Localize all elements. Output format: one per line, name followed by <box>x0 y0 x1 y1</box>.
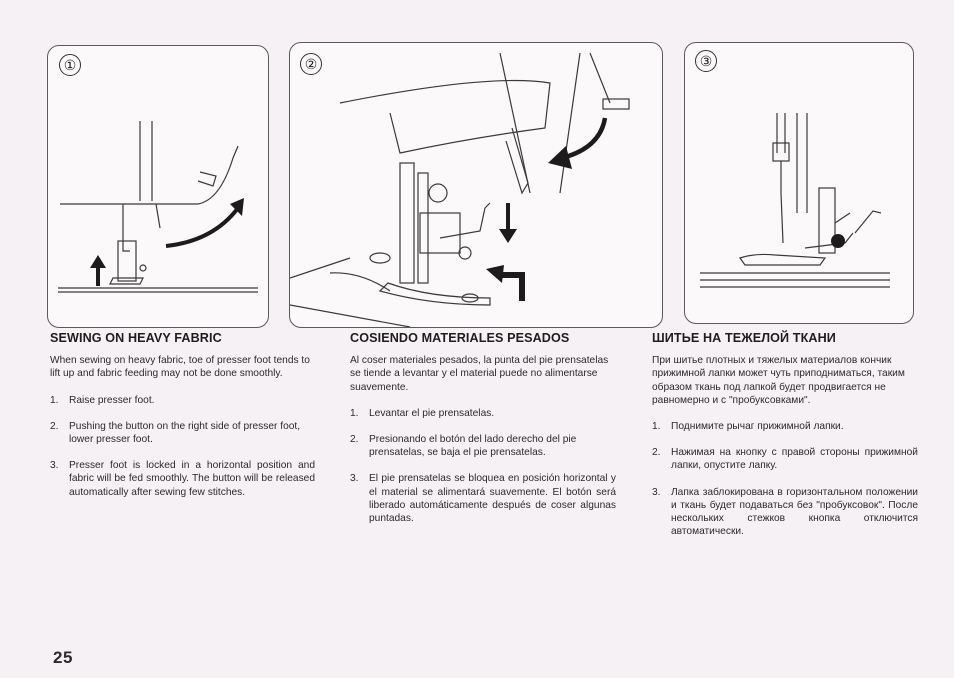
step-number: 2. <box>350 434 359 446</box>
step-number: 3. <box>50 460 59 472</box>
step-text: Pushing the button on the right side of presser foot, lower presser foot. <box>69 420 301 446</box>
lower-presser-foot-illustration <box>290 43 662 327</box>
step-number: 2. <box>50 420 59 432</box>
page-number: 25 <box>53 648 73 667</box>
list-item <box>50 420 315 446</box>
section-intro: Al coser materiales pesados, la punta del pie prensatelas se tiende a levantar y el material puede no alimentarse suavemente. <box>350 355 609 393</box>
step-number: 3. <box>350 473 359 485</box>
section-title: COSIENDO MATERIALES PESADOS <box>350 331 570 345</box>
step-number: 1. <box>50 394 59 406</box>
list-item <box>350 472 616 525</box>
illustration-panel-3 <box>684 42 914 324</box>
illustration-panel-2 <box>289 42 663 328</box>
step-list <box>652 420 918 538</box>
step-number: 1. <box>652 421 661 433</box>
panel-number-badge: ① <box>59 54 81 76</box>
list-item <box>350 433 616 459</box>
section-intro: When sewing on heavy fabric, toe of presser foot tends to lift up and fabric feeding may not be done smoothly. <box>50 355 310 380</box>
list-item <box>652 420 918 433</box>
section-intro: При шитье плотных и тяжелых материалов кончик прижимной лапки может чуть приподниматься, таким образом ткань под лапкой будет продвигается не равномерно и с "пробуксовками". <box>652 355 905 406</box>
list-item <box>652 446 918 472</box>
list-item <box>652 486 918 539</box>
list-item <box>50 459 315 499</box>
english-section <box>50 332 315 512</box>
step-text: Нажимая на кнопку с правой стороны прижимной лапки, опустите лапку. <box>671 447 918 472</box>
step-text: Levantar el pie prensatelas. <box>369 407 495 419</box>
step-text: El pie prensatelas se bloquea en posición horizontal y el material se alimentará suavemente. El botón será liberado automáticamente después de coser algunas puntadas. <box>369 473 616 525</box>
step-number: 2. <box>652 447 661 459</box>
step-text: Presser foot is locked in a horizontal position and fabric will be fed smoothly. The button will be released automatically after sewing few stitches. <box>69 460 315 498</box>
step-number: 3. <box>652 486 661 498</box>
step-list <box>350 407 616 525</box>
locked-presser-foot-illustration <box>685 43 913 323</box>
list-item <box>350 407 616 420</box>
section-title: ШИТЬЕ НА ТЕЖЕЛОЙ ТКАНИ <box>652 331 836 345</box>
step-text: Поднимите рычаг прижимной лапки. <box>671 421 844 433</box>
russian-section <box>652 332 918 551</box>
list-item <box>50 394 315 407</box>
step-number: 1. <box>350 407 359 419</box>
panel-number-badge: ③ <box>695 50 717 72</box>
step-text: Presionando el botón del lado derecho del pie prensatelas, se baja el pie prensatelas. <box>369 434 577 459</box>
spanish-section <box>350 332 616 538</box>
step-text: Лапка заблокирована в горизонтальном положении и ткань будет подаваться без "пробуксовок". После нескольких стежков кнопка отключится автоматически. <box>671 486 918 538</box>
raise-presser-foot-illustration <box>48 46 268 327</box>
step-text: Raise presser foot. <box>69 394 155 406</box>
step-list <box>50 394 315 499</box>
panel-number-badge: ② <box>300 53 322 75</box>
section-title: SEWING ON HEAVY FABRIC <box>50 331 222 345</box>
illustration-panel-1 <box>47 45 269 328</box>
